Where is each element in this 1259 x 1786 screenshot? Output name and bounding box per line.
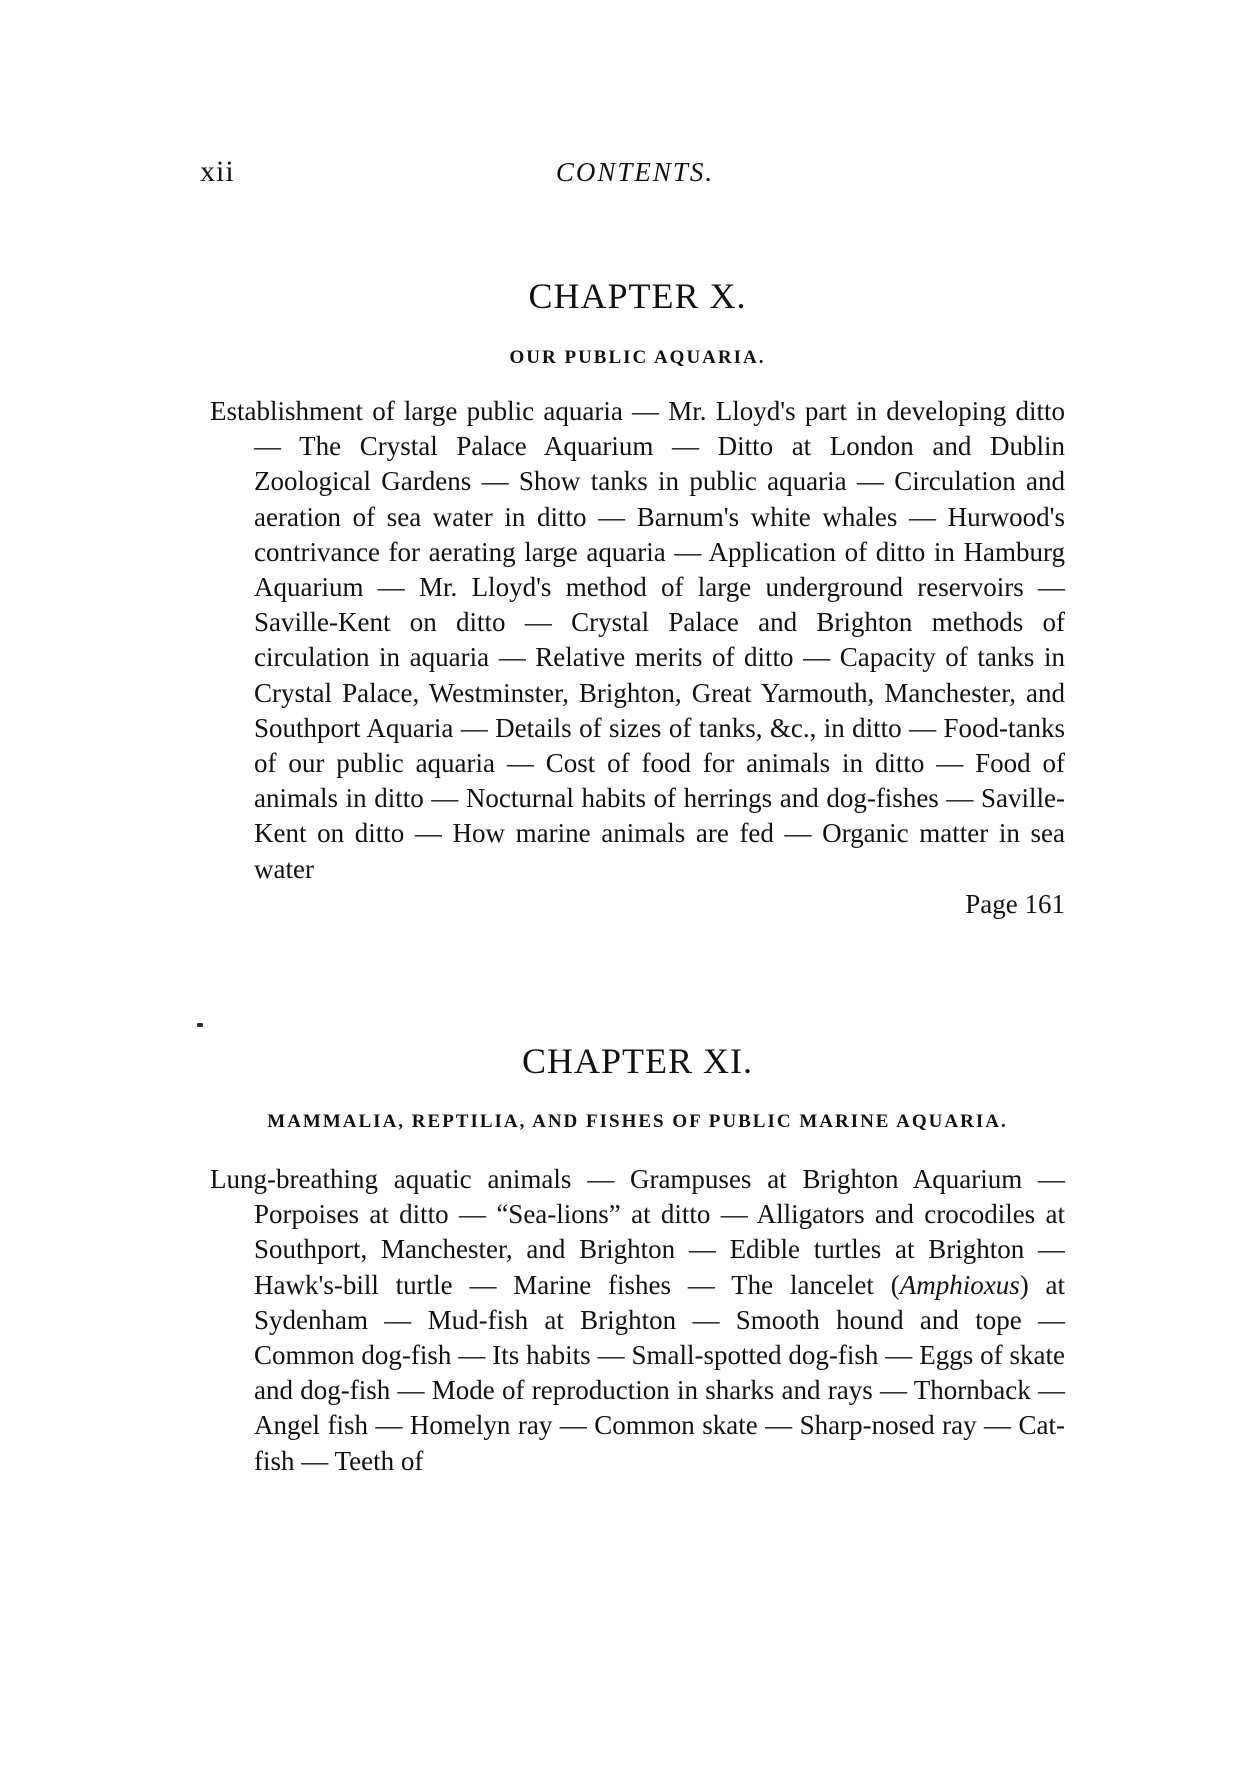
chapter-summary — [210, 1162, 1065, 1479]
chapter-summary: Establishment of large public aquaria — Mr. Lloyd's part in developing ditto — The Crystal Palace Aquarium — Ditto at London and Dublin Zoological Gardens — Show tanks in public aquaria — Circulation and aeration of sea water in ditto — Barnum's white whales — Hurwood's contrivance for aerating large aquaria — Application of ditto in Hamburg Aquarium — Mr. Lloyd's method of large underground reservoirs — Saville-Kent on ditto — Crystal Palace and Brighton methods of circulation in aquaria — Relative merits of ditto — Capacity of tanks in Crystal Palace, Westminster, Brighton, Great Yarmouth, Manchester, and Southport Aquaria — Details of sizes of tanks, &c., in ditto — Food-tanks of our public aquaria — Cost of food for animals in ditto — Food of animals in ditto — Nocturnal habits of herrings and dog-fishes — Saville-Kent on ditto — How marine animals are fed — Organic matter in sea water — [210, 396, 1065, 884]
ink-speck — [197, 1023, 203, 1027]
chapter-subtitle: MAMMALIA, REPTILIA, AND FISHES OF PUBLIC MARINE AQUARIA. — [267, 1111, 1008, 1132]
chapter-xi-section — [210, 1040, 1065, 1479]
chapter-x-section — [210, 275, 1065, 922]
page-folio: xii — [200, 155, 235, 188]
chapter-subtitle: OUR PUBLIC AQUARIA. — [509, 347, 766, 368]
summary-text-part: Lung-breathing aquatic animals — Grampuses at Brighton Aquarium — Porpoises at ditto — “Sea-lions” at ditto — Alligators and crocodiles at Southport, Manchester, and Brighton — Edible turtles at Brighton — Hawk's-bill turtle — Marine fishes — The lancelet ( — [210, 1164, 1065, 1300]
chapter-heading: CHAPTER X. — [528, 276, 747, 316]
running-head — [200, 155, 1070, 195]
chapter-heading: CHAPTER XI. — [521, 1041, 753, 1081]
italic-taxon: Amphioxus — [899, 1269, 1020, 1300]
summary-text-part: ) at Sydenham — Mud-fish at Brighton — Smooth hound and tope — Common dog-fish — Its habits — Small-spotted dog-fish — Eggs of skate and dog-fish — Mode of reproduction in sharks and rays — Thornback — Angel fish — Homelyn ray — Common skate — Sharp-nosed ray — Cat-fish — Teeth of — [254, 1269, 1065, 1476]
running-title: CONTENTS. — [555, 157, 715, 187]
page-reference: Page 161 — [965, 888, 1065, 919]
